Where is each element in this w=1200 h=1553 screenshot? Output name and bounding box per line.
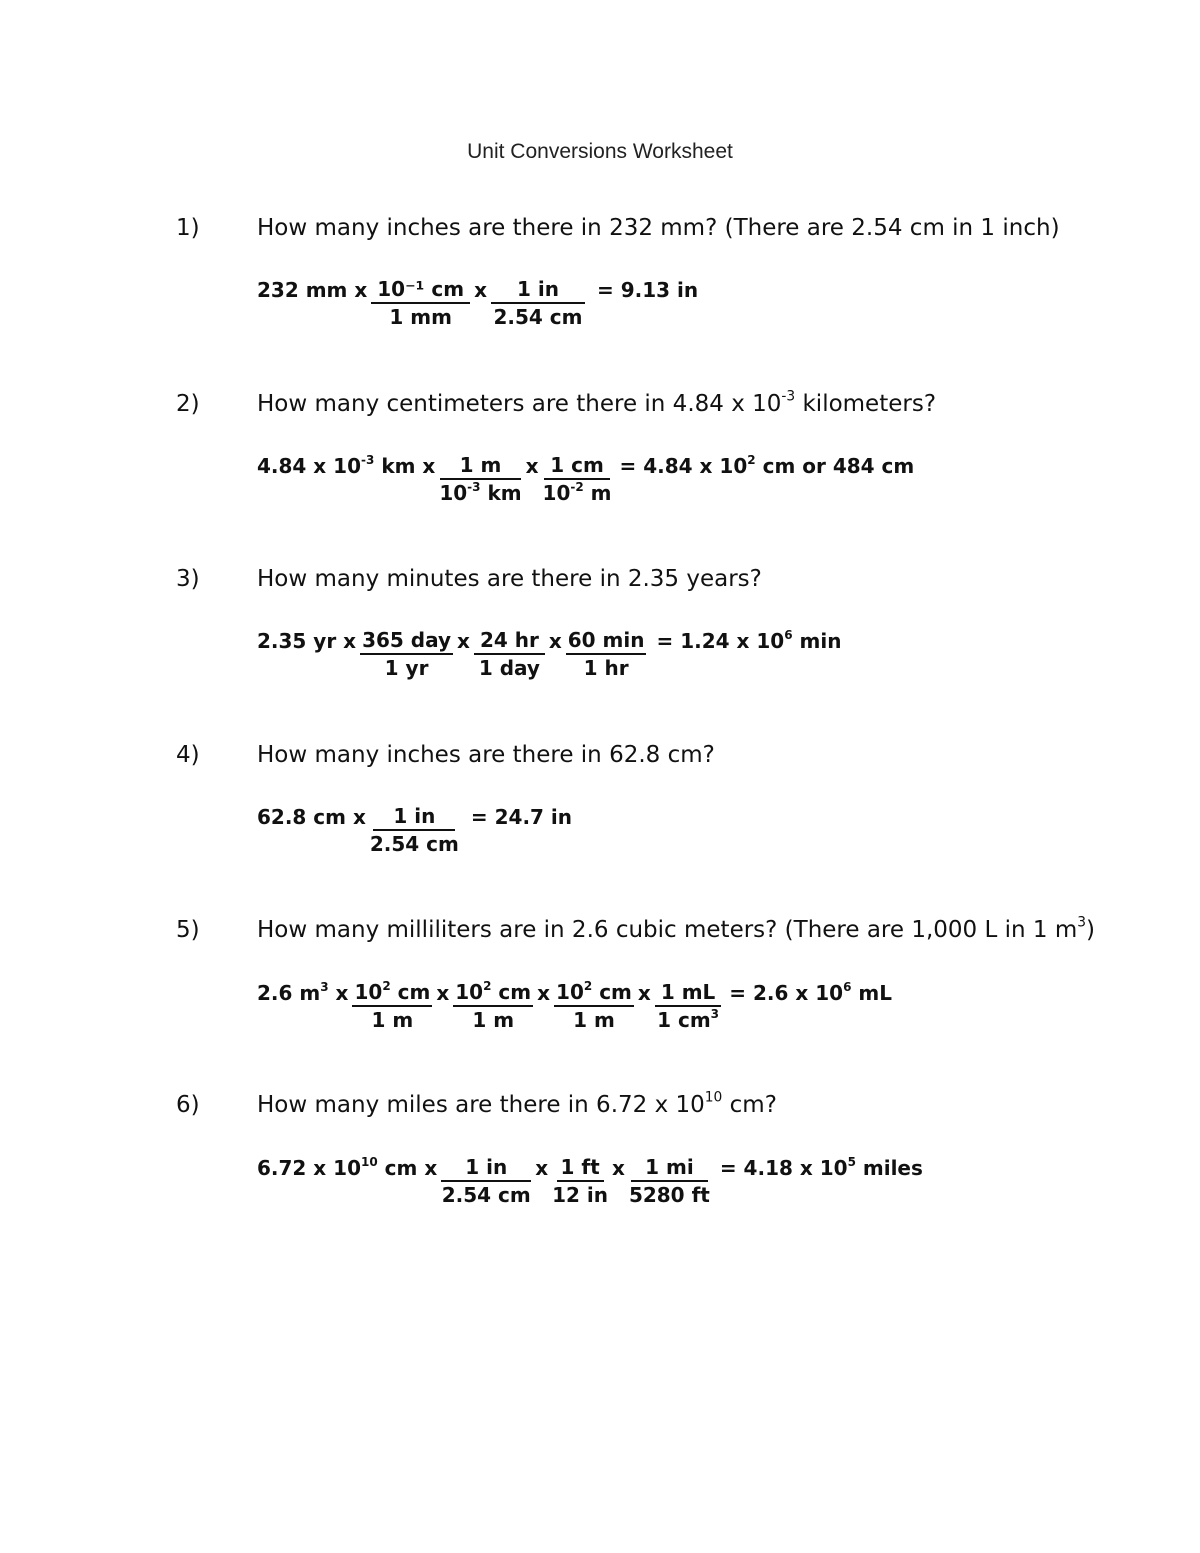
conversion-factor: $\frac{\text{365 day}}{1 yr}$ (362, 628, 452, 680)
conversion-factor: $\frac{1 in}{2.54 cm}$ (491, 277, 585, 331)
question-text: How many minutes are there in 2.35 years? (257, 566, 762, 592)
problem-number: 1) (176, 215, 200, 241)
conversion-factor: $\frac{24 hr}{\text{1 day}}$ (474, 628, 545, 682)
problem-number: 6) (176, 1092, 200, 1118)
answer: = 2.6 x $10^6$ mL (729, 980, 892, 1005)
problem-number: 5) (176, 917, 200, 943)
conversion-factor: $\frac{1 in}{2.54 cm}$ (441, 1155, 531, 1207)
conversion-factor: $\frac{10^2 cm}{1 m}$ (556, 979, 632, 1032)
problem-number: 2) (176, 391, 200, 417)
answer: = 1.24 x $10^6$ min (656, 628, 842, 653)
conversion-factor: $\frac{1 mi}{5280 ft}$ (628, 1155, 710, 1207)
solution: 62.8 cm x $\frac{1 in}{2.54 cm}$ = 24.7 in (257, 804, 573, 856)
problem-number: 3) (176, 566, 200, 592)
solution: 6.72 x $10^{10}$ cm x $\frac{1 in}{2.54 cm}$ x $\frac{1 ft}{12 in}$ x $\frac{1 mi}{5280 ft}$ = 4.18 x $10^5$ miles (257, 1155, 923, 1207)
answer: = 4.18 x $10^5$ miles (719, 1155, 923, 1180)
solution: 2.35 yr x $\frac{\text{365 day}}{1 yr}$ x $\frac{24 hr}{\text{1 day}}$ x $\frac{60 \min}{1 hr}$ = 1.24 x $10^6$ min (257, 628, 842, 680)
answer: = 24.7 in (470, 805, 573, 829)
conversion-factor: $\frac{1 ft}{12 in}$ (552, 1155, 609, 1207)
conversion-factor: $\frac{60 \min}{1 hr}$ (567, 628, 645, 680)
answer: = 4.84 x $10^2$ cm or 484 cm (619, 453, 915, 478)
conversion-factor: $\frac{10^2 cm}{1 m}$ (354, 979, 431, 1032)
problem-number: 4) (176, 742, 200, 768)
conversion-factor: $\frac{1 in}{2.54 cm}$ (369, 804, 459, 856)
question-text: How many milliliters are in 2.6 cubic meters? (There are 1,000 L in 1 $m^3$) (257, 914, 1096, 943)
conversion-factor: $\frac{1 cm}{10^{-2} m}$ (542, 453, 612, 505)
question-text: How many miles are there in 6.72 x $10^{10}$ cm? (257, 1089, 777, 1118)
question-text: How many centimeters are there in 4.84 x $10^{-3}$ kilometers? (257, 388, 937, 417)
conversion-factor: $\frac{\text{10⁻¹ cm}}{1 mm}$ (371, 277, 470, 331)
answer: = 9.13 in (596, 278, 699, 302)
solution: 4.84 x $10^{-3}$ km x $\frac{1 m}{10^{-3} km}$ x $\frac{1 cm}{10^{-2} m}$ = 4.84 x $10^2$ cm or 484 cm (257, 453, 915, 505)
question-text: How many inches are there in 232 mm? (There are 2.54 cm in 1 inch) (257, 215, 1060, 241)
solution: 2.6 $m^3$ x $\frac{10^2 cm}{1 m}$ x $\frac{10^2 cm}{1 m}$ x $\frac{10^2 cm}{1 m}$ x $\frac{1 mL}{1 cm^3}$ = 2.6 x $10^6$ mL (257, 979, 892, 1032)
solution: 232 mm x $\frac{\text{10⁻¹ cm}}{1 mm}$ x $\frac{1 in}{2.54 cm}$ = 9.13 in (257, 277, 699, 329)
conversion-factor: $\frac{1 mL}{1 cm^3}$ (655, 980, 721, 1034)
page-title: Unit Conversions Worksheet (467, 140, 733, 163)
conversion-factor: $\frac{10^2 cm}{1 m}$ (455, 979, 532, 1032)
conversion-factor: $\frac{1 m}{10^{-3} km}$ (439, 453, 522, 505)
question-text: How many inches are there in 62.8 cm? (257, 742, 715, 768)
